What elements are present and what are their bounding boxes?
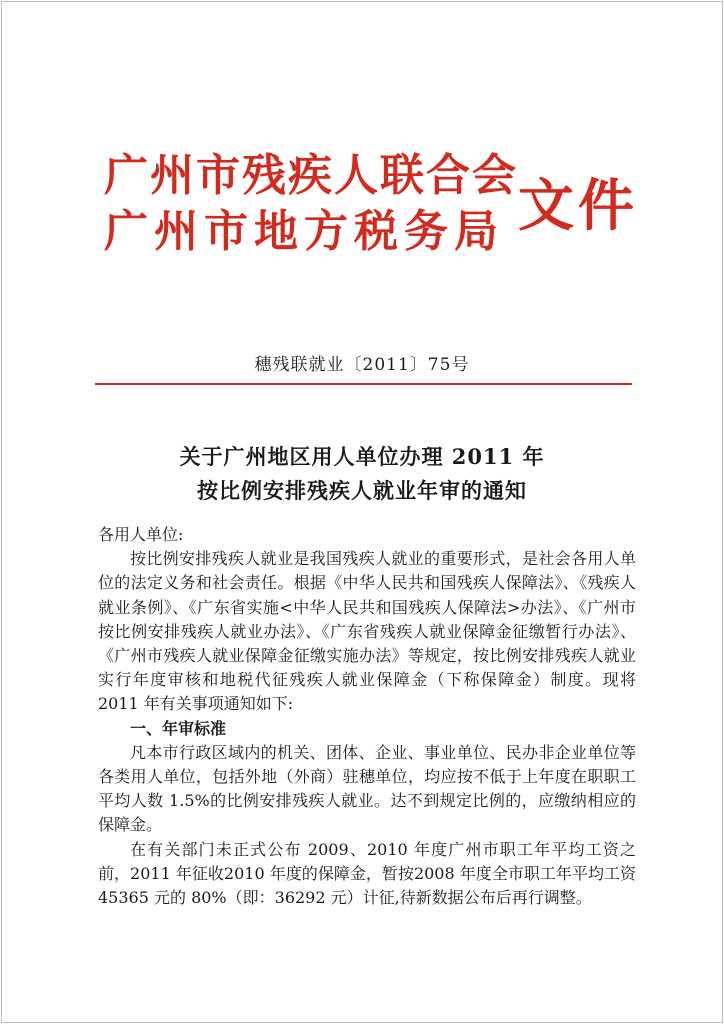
issuer-line-2: 广州市地方税务局 [104, 206, 504, 257]
document-number: 穗残联就业〔2011〕75号 [254, 355, 470, 375]
title-line-2: 按比例安排残疾人就业年审的通知 [197, 478, 527, 503]
issuer-block [104, 148, 518, 260]
intro-paragraph: 按比例安排残疾人就业是我国残疾人就业的重要形式，是社会各用人单位的法定义务和社会责任。根据《中华人民共和国残疾人保障法》、《残疾人就业条例》、《广东省实施<中华人民共和国残疾人保障法>办法》、《广州市按比例安排残疾人就业办法》、《广东省残疾人就业保障金征缴暂行办法》、《广州市残疾人就业保障金征缴实施办法》等规定，按比例安排残疾人就业实行年度审核和地税代征残疾人就业保障金（下称保障金）制度。现将 2011 年有关事项通知如下: [98, 549, 636, 714]
title-line-1: 关于广州地区用人单位办理 2011 年 [179, 444, 545, 469]
body-paragraph-2: 在有关部门未正式公布 2009、2010 年度广州市职工年平均工资之前，2011 年征收2010 年度的保障金，暂按2008 年度全市职工年平均工资 45365 元的 80%（即：36292 元）计征,待新数据公布后再行调整。 [98, 839, 636, 908]
document-body [98, 523, 636, 910]
document-page [1, 1, 723, 1023]
section-heading: 一、年审标准 [130, 718, 227, 738]
issuer-line-1: 广州市残疾人联合会 [104, 150, 518, 201]
body-paragraph-1: 凡本市行政区域内的机关、团体、企业、事业单位、民办非企业单位等各类用人单位，包括外地（外商）驻穗单位，均应按不低于上年度在职职工平均人数 1.5%的比例安排残疾人就业。达不到规定比例的，应缴纳相应的保障金。 [98, 742, 636, 835]
salutation: 各用人单位: [98, 525, 184, 544]
document-title [2, 440, 722, 508]
document-label: 文件 [518, 173, 638, 239]
red-divider [95, 383, 632, 385]
